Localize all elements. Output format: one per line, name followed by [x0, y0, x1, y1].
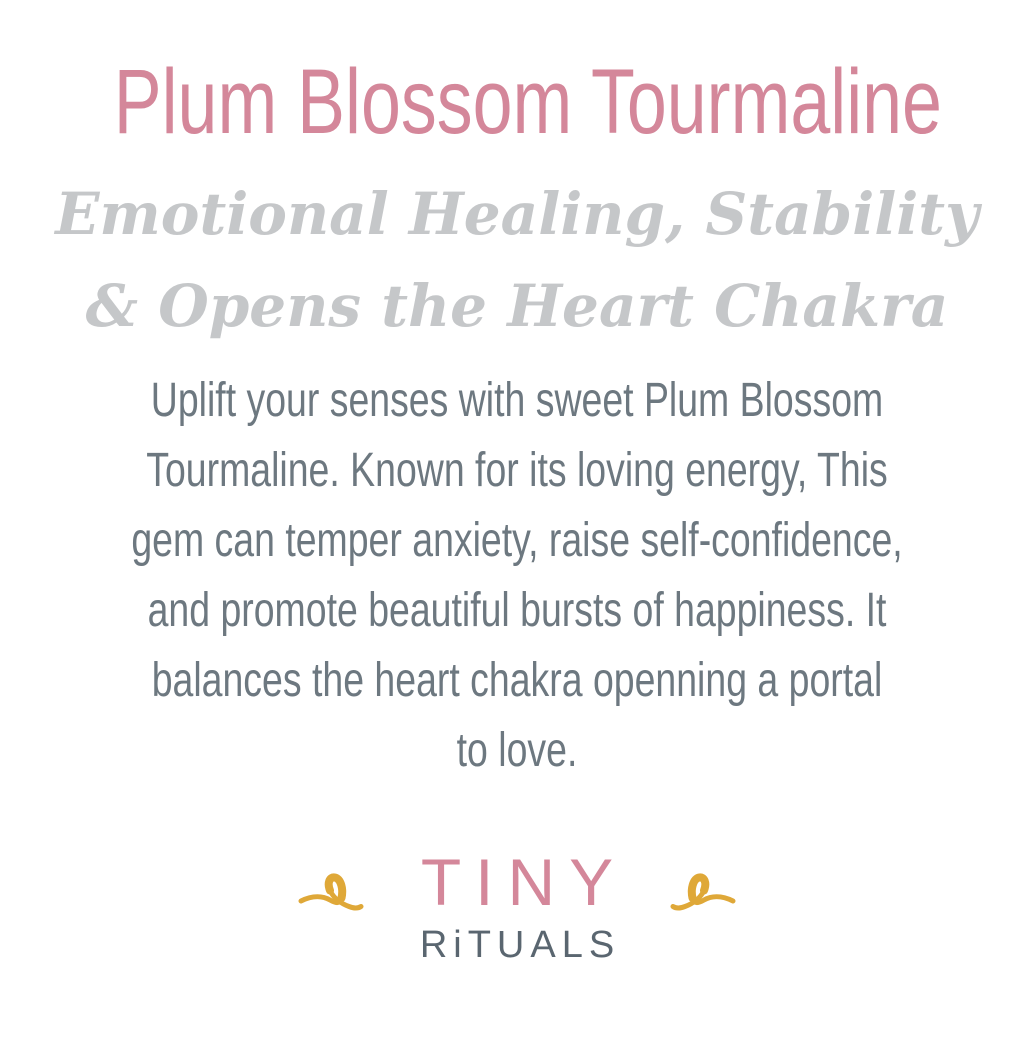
description-line-6: to love. [456, 724, 578, 777]
description-line-5: balances the heart chakra openning a portal [151, 654, 883, 707]
gold-ribbon-left-icon [297, 870, 381, 914]
product-benefits [0, 168, 1034, 352]
description-line-4: and promote beautiful bursts of happiness. It [147, 584, 887, 637]
brand-logo [0, 844, 1034, 967]
gold-ribbon-right-icon [653, 870, 737, 914]
description-line-3: gem can temper anxiety, raise self-confidence, [131, 514, 903, 567]
brand-logo-row [0, 844, 1034, 920]
benefits-line-1: Emotional Healing, Stability [55, 180, 979, 248]
product-description [114, 366, 921, 786]
benefits-line-2: & Opens the Heart Chakra [85, 272, 949, 340]
description-line-2: Tourmaline. Known for its loving energy, This [146, 444, 888, 497]
product-title: Plum Blossom Tourmaline [113, 51, 942, 153]
brand-name-rituals: RiTUALS [419, 924, 621, 966]
brand-name-tiny: TINY [420, 845, 628, 919]
description-line-1: Uplift your senses with sweet Plum Blossom [150, 374, 884, 427]
